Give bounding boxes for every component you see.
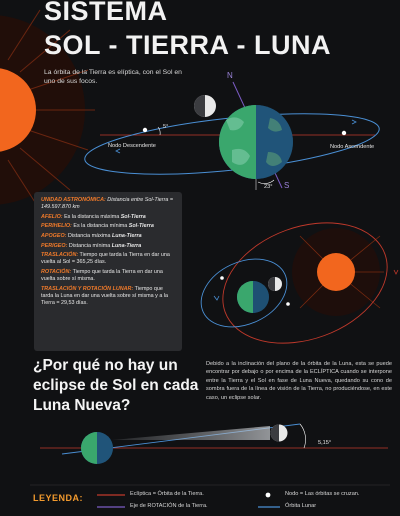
def-perigeo: PERIGEO: Distancia mínima Luna-Tierra — [41, 242, 142, 249]
sun-right — [292, 228, 384, 316]
shadow-cone — [112, 426, 270, 440]
south-label: S — [284, 181, 290, 190]
def-apogeo: APOGEO: Distancia máxima Luna-Tierra — [41, 232, 142, 239]
moon-mid — [268, 277, 282, 291]
legend-node: Nodo = Las órbitas se cruzan. — [285, 491, 360, 497]
moon-top — [194, 95, 216, 117]
angle-5-label: 5° — [163, 124, 169, 130]
def-traslacion: TRASLACIÓN: Tiempo que tarda la Tierra en dar una vuelta al Sol = 365,25 días. — [41, 252, 170, 266]
eclipse-angle-label: 5,15° — [318, 440, 332, 446]
def-rotacion: ROTACIÓN: Tiempo que tarda la Tierra en dar una vuelta sobre sí misma. — [41, 268, 163, 283]
earth-eclipse — [81, 432, 113, 464]
node-ascending-dot — [342, 131, 346, 135]
def-traslacion-lunar: TRASLACIÓN Y ROTACIÓN LUNAR: Tiempo que tarda la Luna en dar una vuelta sobre sí misma y a la Tierra = 29,53 días. — [41, 285, 169, 307]
earth-top — [219, 105, 293, 179]
def-afelio: AFELIO: Es la distancia máxima Sol-Tierra — [41, 213, 146, 220]
subtitle: La órbita de la Tierra es elíptica, con el Sol en uno de sus focos. — [44, 69, 182, 85]
legend-ecliptic: Eclíptica = Órbita de la Tierra. — [130, 491, 204, 497]
def-unidad-astronomica: UNIDAD ASTRONÓMICA: Distancia entre Sol-Tierra = 149.597.870 km — [41, 197, 174, 211]
title-line-2: SOL - TIERRA - LUNA — [44, 30, 331, 60]
node-descending-dot — [143, 128, 147, 132]
legend-moon-orbit: Órbita Lunar — [285, 503, 317, 509]
angle-23-label: 23° — [264, 184, 273, 190]
moon-eclipse — [271, 425, 288, 442]
title-line-1: SISTEMA — [44, 0, 168, 26]
node-ascending-label: Nodo Ascendente — [330, 144, 375, 150]
node-descending-label: Nodo Descendente — [108, 143, 156, 149]
legend-title: LEYENDA: — [33, 493, 84, 503]
eclipse-explanation: Debido a la inclinación del plano de la órbita de la Luna, esta se puede encontrar por debajo o por encima de la ECLÍPTICA cuando se interpone entre la Tierra y el Sol en fase de Luna Nueva, quedando su cono de sombra fuera de la línea de visión de la Tierra, no produciéndose, en este caso, un eclipse solar. — [206, 361, 392, 401]
definitions-box — [34, 192, 182, 351]
eclipse-angle-arc — [300, 424, 306, 448]
eclipse-question: ¿Por qué no hay un eclipse de Sol en cada Luna Nueva? — [33, 357, 199, 414]
earth-mid — [237, 281, 269, 313]
page-title — [44, 0, 331, 62]
legend-node-swatch — [266, 493, 271, 498]
def-perihelio: PERIHELIO: Es la distancia mínima Sol-Tierra — [41, 223, 154, 230]
legend-axis: Eje de ROTACIÓN de la Tierra. — [130, 503, 208, 509]
north-label: N — [227, 71, 233, 80]
